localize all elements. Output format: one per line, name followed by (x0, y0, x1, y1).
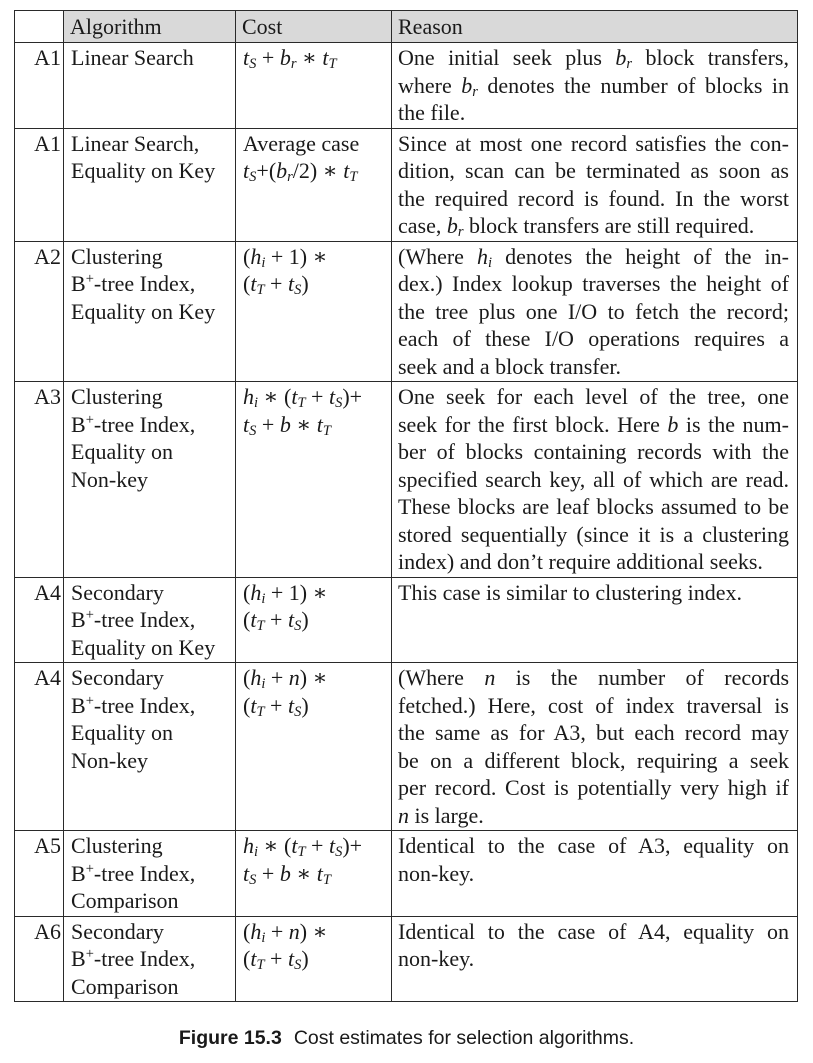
reason-line: dex.) Index lookup traverses the height of (398, 271, 789, 296)
algorithm-name-line: Equality on (71, 720, 174, 745)
algorithm-code-cell: A1 (15, 43, 64, 129)
reason-line: seek for the first block. Here b is the num- (398, 411, 789, 437)
cost-formula-cell (236, 577, 392, 663)
algorithm-name-line: Clustering (71, 243, 163, 269)
algorithm-name-line: Equality on Key (71, 298, 216, 324)
algorithm-name-line: Clustering (71, 833, 163, 858)
table-row (15, 916, 798, 1002)
cost-formula-line: $(h_i + n)$ ∗ (243, 665, 328, 692)
algorithm-name-line: Linear Search, (71, 130, 200, 156)
reason-line: index) and don’t require additional seeks. (398, 549, 763, 574)
cost-formula-line: $t_S+(b_r/2)$ ∗ $t_T$ (243, 158, 358, 185)
algorithm-name-line: Linear Search (71, 45, 194, 70)
header-algorithm: Algorithm (64, 11, 236, 43)
reason-line: Identical to the case of A4, equality on (398, 918, 789, 944)
reason-line: Since at most one record satisfies the con- (398, 130, 789, 156)
algorithm-name-line: Clustering (71, 384, 163, 409)
cost-formula-line: $t_S + b_r$ ∗ $t_T$ (243, 45, 337, 72)
reason-line: This case is similar to clustering index. (398, 579, 742, 605)
table-row (15, 43, 798, 129)
reason-line: each of these I/O operations requires a (398, 326, 789, 351)
reason-line: One initial seek plus $b_r$ block transfers, (398, 45, 789, 72)
cost-formula-line: $h_i$ ∗ $(t_T + t_S)+$ (243, 833, 363, 860)
cost-formula-line: $(t_T + t_S)$ (243, 607, 309, 634)
algorithm-code-cell: A5 (15, 831, 64, 917)
cost-formula-line: $(h_i + 1)$ ∗ (243, 579, 328, 607)
algorithm-code-cell: A3 (15, 382, 64, 578)
reason-line: the required record is found. In the worst (398, 185, 789, 211)
algorithm-name-line: B+-tree Index, (71, 411, 196, 437)
reason-line: These blocks are leaf blocks assumed to be (398, 494, 789, 519)
reason-line: dition, scan can be terminated as soon as (398, 158, 789, 183)
cost-formula-line: $(t_T + t_S)$ (243, 271, 309, 298)
reason-line: n is large. (398, 802, 484, 828)
cost-formula-cell (236, 831, 392, 917)
algorithm-name-line: Non-key (71, 466, 148, 492)
reason-line: case, $b_r$ block transfers are still required. (398, 213, 755, 240)
algorithm-name-line: Equality on Key (71, 634, 216, 660)
cost-formula-line: $(t_T + t_S)$ (243, 946, 309, 973)
header-reason: Reason (392, 11, 798, 43)
reason-line: non-key. (398, 946, 475, 971)
cost-formula-cell (236, 241, 392, 382)
algorithm-name-cell (64, 916, 236, 1002)
figure-caption-text: Cost estimates for selection algorithms. (293, 1027, 635, 1049)
algorithm-name-line: B+-tree Index, (71, 607, 196, 632)
cost-formula-line: $(h_i + 1)$ ∗ (243, 243, 328, 271)
reason-line: per record. Cost is potentially very high if (398, 775, 789, 800)
table-row (15, 577, 798, 663)
cost-formula-cell (236, 43, 392, 129)
reason-cell (392, 916, 798, 1002)
algorithm-name-line: B+-tree Index, (71, 946, 196, 971)
algorithm-name-cell (64, 128, 236, 241)
algorithm-name-line: Secondary (71, 918, 164, 944)
reason-cell (392, 577, 798, 663)
cost-formula-cell (236, 916, 392, 1002)
table-header-row (15, 11, 798, 43)
algorithm-name-line: Non-key (71, 747, 148, 773)
reason-cell (392, 663, 798, 831)
algorithm-name-cell (64, 241, 236, 382)
algorithm-code-cell: A6 (15, 916, 64, 1002)
algorithm-name-cell (64, 577, 236, 663)
reason-line: the same as for A3, but each record may (398, 720, 789, 745)
cost-formula-line: $(h_i + n)$ ∗ (243, 918, 328, 946)
reason-line: One seek for each level of the tree, one (398, 384, 789, 409)
reason-cell (392, 241, 798, 382)
figure-caption (0, 1027, 813, 1050)
header-code-cell (15, 11, 64, 43)
reason-line: seek and a block transfer. (398, 353, 621, 379)
reason-cell (392, 43, 798, 129)
figure-label: Figure 15.3 (178, 1027, 282, 1049)
table-row (15, 128, 798, 241)
reason-line: the tree plus one I/O to fetch the record; (398, 298, 789, 324)
reason-cell (392, 382, 798, 578)
cost-formula-line: $h_i$ ∗ $(t_T + t_S)+$ (243, 384, 363, 411)
reason-line: (Where n is the number of records (398, 665, 790, 690)
cost-estimates-table (14, 10, 798, 1002)
reason-line: Identical to the case of A3, equality on (398, 833, 789, 858)
reason-line: where $b_r$ denotes the number of blocks in (398, 72, 789, 100)
algorithm-name-line: B+-tree Index, (71, 692, 196, 718)
algorithm-name-line: Secondary (71, 579, 164, 605)
algorithm-name-line: B+-tree Index, (71, 271, 196, 296)
algorithm-name-line: Comparison (71, 888, 179, 913)
reason-line: (Where $h_i$ denotes the height of the in- (398, 243, 789, 271)
algorithm-name-line: Comparison (71, 973, 179, 999)
cost-formula-line: $t_S + b$ ∗ $t_T$ (243, 411, 331, 439)
algorithm-name-line: Equality on Key (71, 158, 216, 183)
algorithm-code-cell: A2 (15, 241, 64, 382)
table-row (15, 831, 798, 917)
reason-line: ber of blocks containing records with the (398, 439, 789, 464)
reason-cell (392, 831, 798, 917)
cost-formula-cell (236, 128, 392, 241)
cost-formula-line: $(t_T + t_S)$ (243, 692, 309, 720)
reason-line: specified search key, all of which are read. (398, 466, 789, 492)
reason-line: be on a different block, requiring a seek (398, 747, 789, 773)
table-row (15, 382, 798, 578)
algorithm-name-cell (64, 663, 236, 831)
header-cost: Cost (236, 11, 392, 43)
reason-cell (392, 128, 798, 241)
reason-line: fetched.) Here, cost of index traversal is (398, 692, 789, 718)
cost-formula-cell (236, 382, 392, 578)
cost-formula-line: Average case (243, 130, 360, 156)
cost-formula-cell (236, 663, 392, 831)
table-row (15, 663, 798, 831)
algorithm-name-cell (64, 43, 236, 129)
algorithm-code-cell: A1 (15, 128, 64, 241)
reason-line: stored sequentially (since it is a clustering (398, 521, 789, 547)
algorithm-name-line: Secondary (71, 665, 164, 690)
algorithm-name-cell (64, 831, 236, 917)
algorithm-code-cell: A4 (15, 663, 64, 831)
algorithm-name-cell (64, 382, 236, 578)
reason-line: non-key. (398, 860, 475, 886)
algorithm-name-line: Equality on (71, 439, 174, 464)
algorithm-name-line: B+-tree Index, (71, 860, 196, 886)
reason-line: the file. (398, 100, 466, 125)
cost-formula-line: $t_S + b$ ∗ $t_T$ (243, 860, 331, 888)
algorithm-code-cell: A4 (15, 577, 64, 663)
table-body (15, 43, 798, 1002)
table-row (15, 241, 798, 382)
